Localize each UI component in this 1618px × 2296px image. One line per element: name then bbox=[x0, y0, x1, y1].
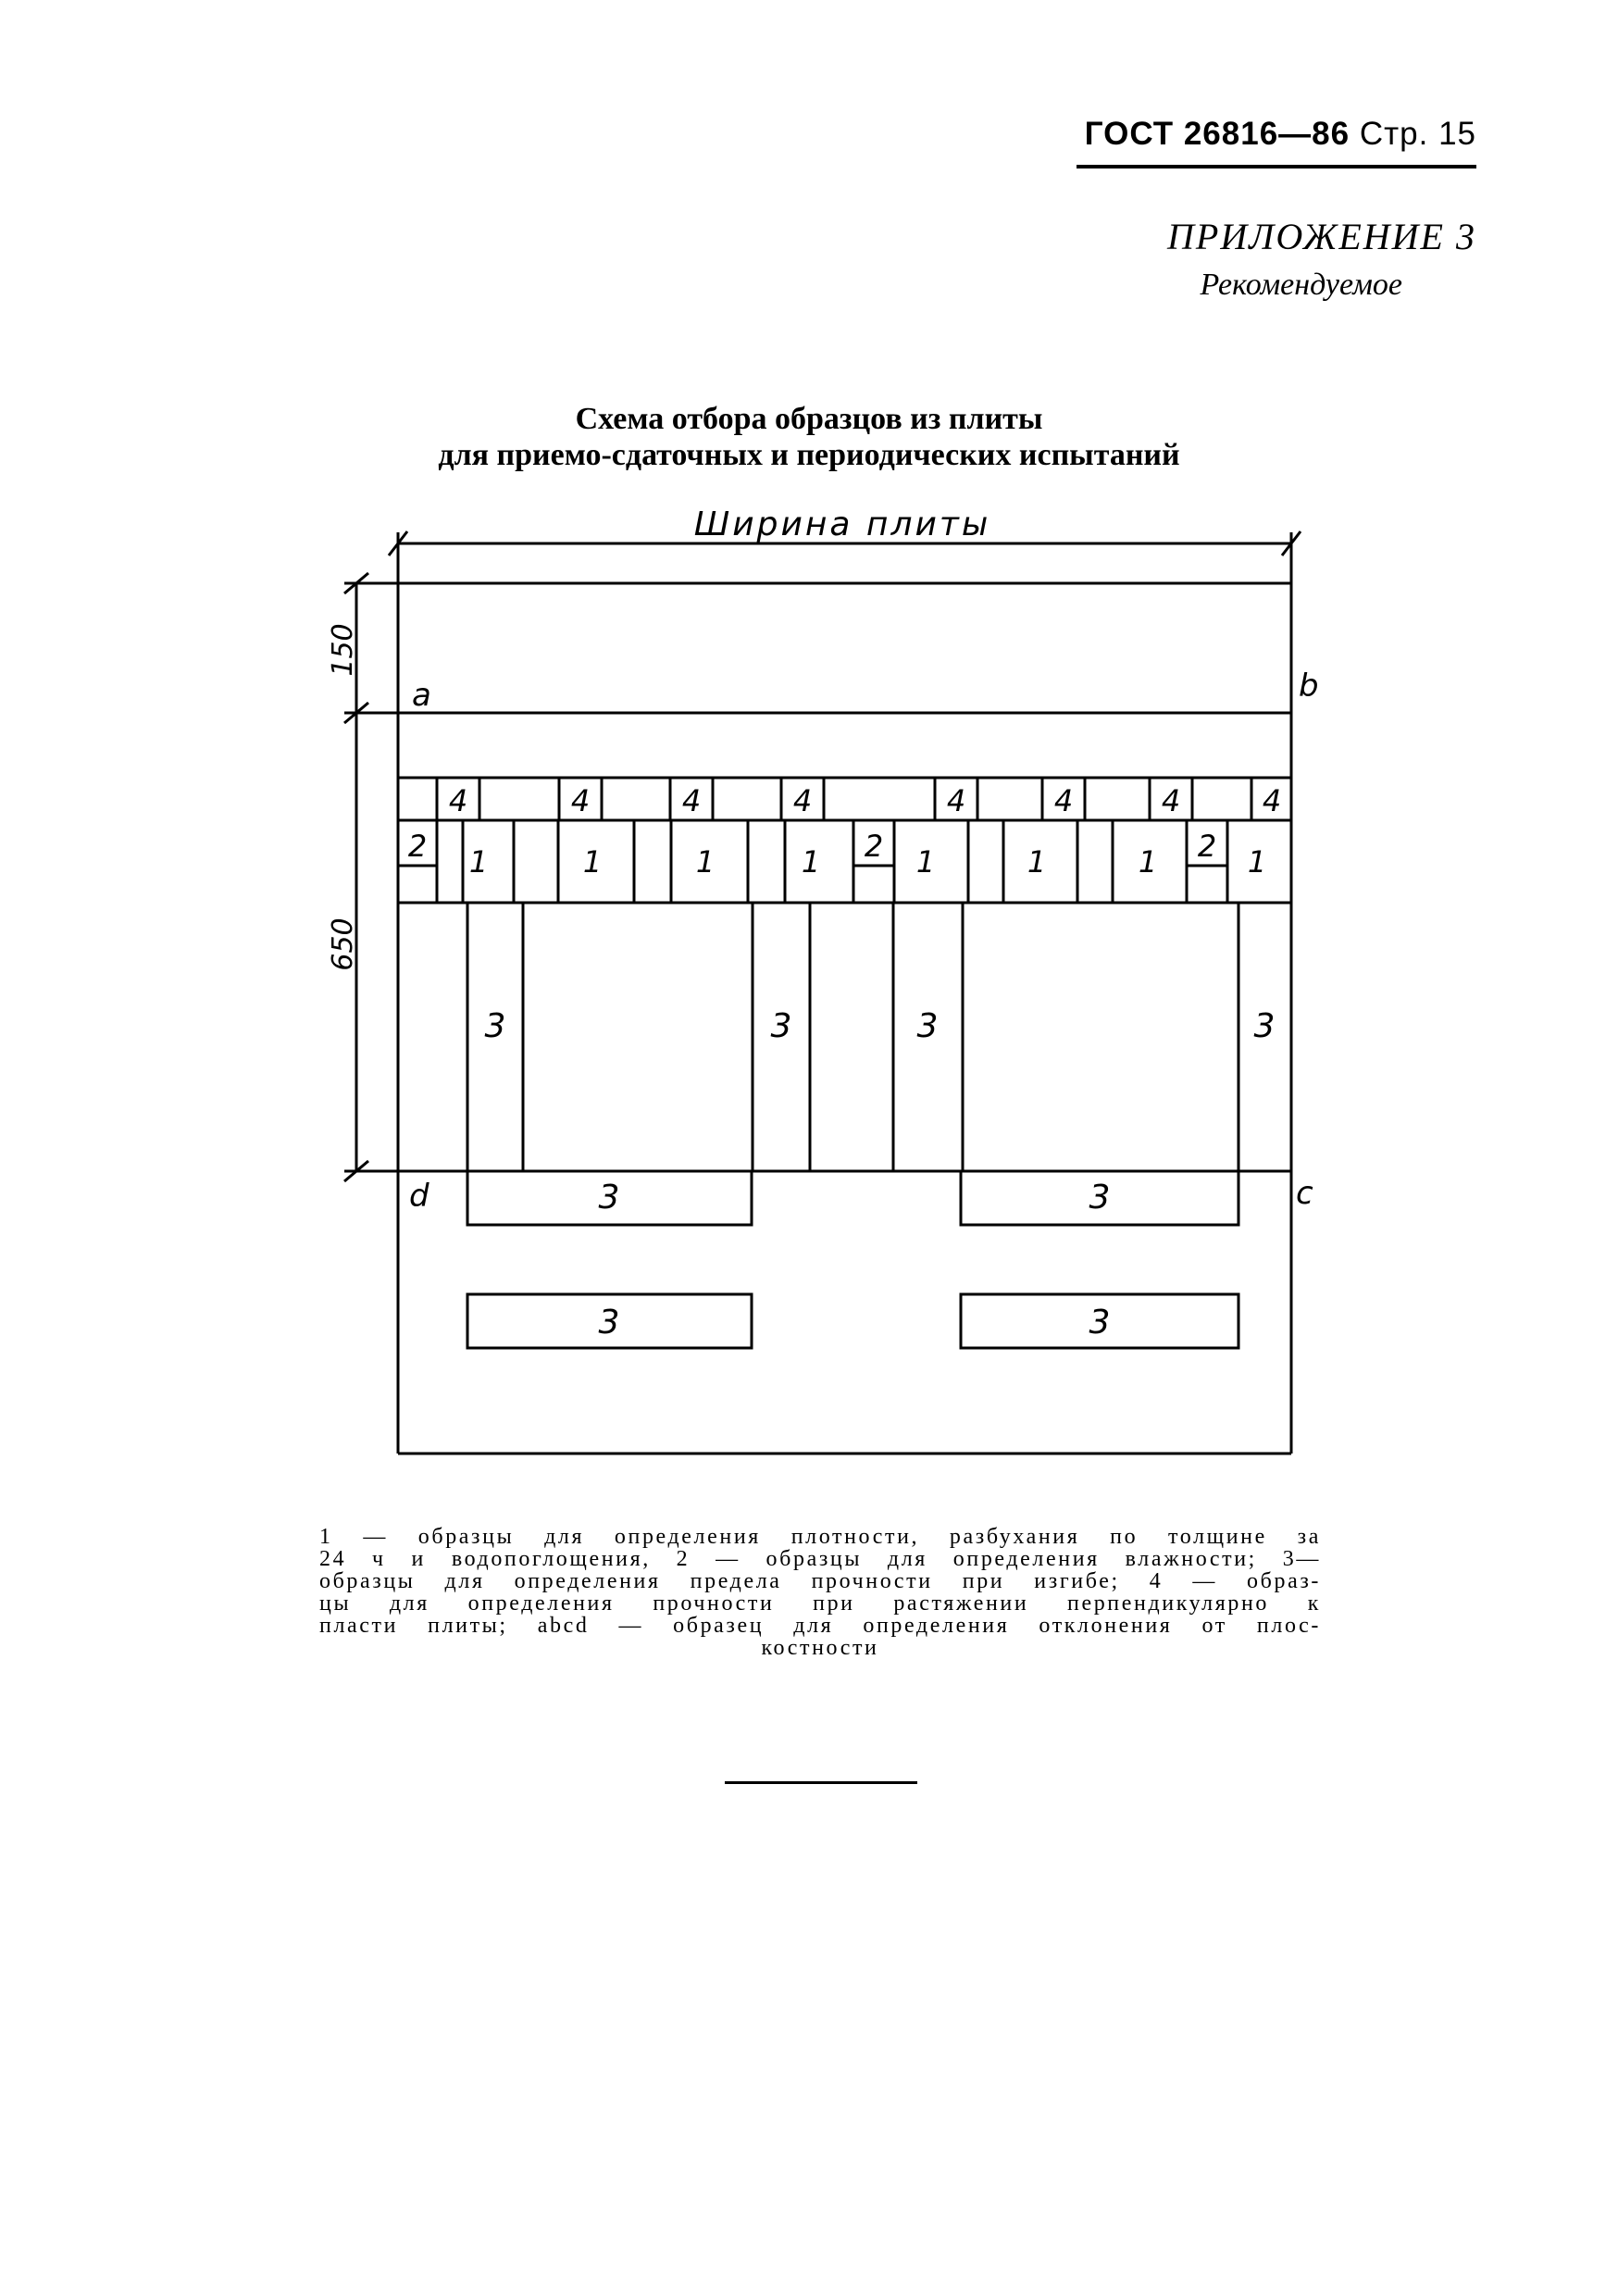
sample-label-1: 1 bbox=[582, 844, 603, 880]
sample-label-2: 2 bbox=[864, 829, 884, 864]
width-label: Ширина плиты bbox=[693, 505, 991, 543]
figure-title-line-2: для приемо-сдаточных и периодических испытаний bbox=[438, 438, 1180, 472]
sample-label-3: 3 bbox=[1253, 1007, 1276, 1045]
sample-label-4: 4 bbox=[448, 783, 468, 818]
sample-label-4: 4 bbox=[1053, 783, 1074, 818]
legend-line: костности bbox=[761, 1636, 879, 1660]
sample-label-1: 1 bbox=[1247, 844, 1267, 880]
sample-label-4: 4 bbox=[1262, 783, 1282, 818]
figure-legend bbox=[319, 1526, 1321, 1659]
dimension-150: 150 bbox=[327, 623, 359, 677]
legend-line: пласти плиты; abcd — образец для определения отклонения от плос- bbox=[319, 1614, 1321, 1638]
sample-label-3: 3 bbox=[1089, 1304, 1111, 1341]
appendix-title: ПРИЛОЖЕНИЕ 3 bbox=[1167, 216, 1476, 257]
corner-label-d: d bbox=[409, 1178, 429, 1215]
corner-label-a: a bbox=[412, 677, 431, 714]
sample-label-4: 4 bbox=[1161, 783, 1181, 818]
legend-line: цы для определения прочности при растяжении перпендикулярно к bbox=[319, 1591, 1321, 1616]
sample-label-3: 3 bbox=[598, 1179, 620, 1217]
corner-label-c: c bbox=[1296, 1175, 1313, 1212]
sample-label-4: 4 bbox=[946, 783, 966, 818]
sample-label-1: 1 bbox=[1027, 844, 1047, 880]
sample-label-3: 3 bbox=[770, 1007, 792, 1045]
appendix-subtitle: Рекомендуемое bbox=[1200, 268, 1402, 302]
page-number: Стр. 15 bbox=[1359, 116, 1476, 152]
sample-label-4: 4 bbox=[570, 783, 591, 818]
sample-label-1: 1 bbox=[695, 844, 716, 880]
dimension-650: 650 bbox=[327, 917, 359, 971]
sample-label-4: 4 bbox=[681, 783, 702, 818]
sample-label-3: 3 bbox=[598, 1304, 620, 1341]
sample-label-3: 3 bbox=[484, 1007, 506, 1045]
figure-title-line-1: Схема отбора образцов из плиты bbox=[575, 402, 1043, 436]
sample-label-1: 1 bbox=[915, 844, 936, 880]
sample-label-1: 1 bbox=[1138, 844, 1158, 880]
sample-label-3: 3 bbox=[916, 1007, 939, 1045]
document-number: ГОСТ 26816—86 bbox=[1084, 116, 1350, 152]
legend-line: 24 ч и водопоглощения, 2 — образцы для определения влажности; 3— bbox=[319, 1547, 1321, 1571]
legend-line: образцы для определения предела прочности при изгибе; 4 — образ- bbox=[319, 1569, 1321, 1593]
legend-line: 1 — образцы для определения плотности, разбухания по толщине за bbox=[319, 1525, 1321, 1549]
sample-label-3: 3 bbox=[1089, 1179, 1111, 1217]
sample-label-2: 2 bbox=[1197, 829, 1217, 864]
corner-label-b: b bbox=[1299, 668, 1319, 705]
sample-label-1: 1 bbox=[801, 844, 821, 880]
sample-label-1: 1 bbox=[468, 844, 489, 880]
end-rule bbox=[725, 1781, 917, 1784]
sample-label-4: 4 bbox=[792, 783, 813, 818]
sample-label-2: 2 bbox=[407, 829, 428, 864]
